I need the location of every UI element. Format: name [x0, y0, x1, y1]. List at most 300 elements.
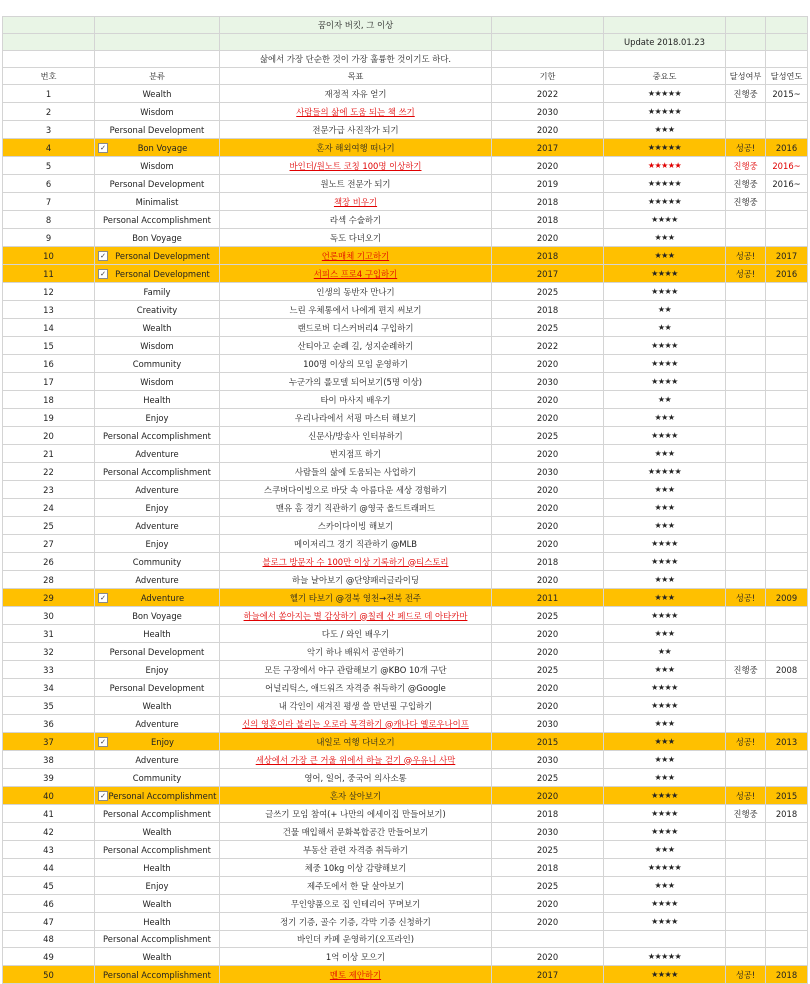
cell-goal[interactable] — [220, 859, 492, 877]
cell-importance[interactable] — [604, 787, 726, 805]
cell-year[interactable] — [766, 499, 808, 517]
cell-category[interactable] — [95, 409, 220, 427]
cell-year[interactable] — [766, 715, 808, 733]
cell-importance[interactable] — [604, 157, 726, 175]
cell-goal[interactable] — [220, 463, 492, 481]
cell-category[interactable] — [95, 553, 220, 571]
cell-year[interactable] — [766, 661, 808, 679]
cell-category[interactable] — [95, 103, 220, 121]
cell-due[interactable] — [492, 499, 604, 517]
cell-goal[interactable] — [220, 805, 492, 823]
cell-no[interactable] — [3, 445, 95, 463]
cell-year[interactable] — [766, 445, 808, 463]
cell-goal[interactable] — [220, 319, 492, 337]
cell-goal[interactable] — [220, 769, 492, 787]
cell-category[interactable] — [95, 661, 220, 679]
cell-status[interactable] — [726, 553, 766, 571]
cell-goal[interactable] — [220, 751, 492, 769]
cell-importance[interactable] — [604, 409, 726, 427]
cell-status[interactable] — [726, 948, 766, 966]
cell-importance[interactable] — [604, 373, 726, 391]
cell-no[interactable] — [3, 211, 95, 229]
cell-year[interactable] — [766, 931, 808, 948]
header-no[interactable]: 번호 — [3, 68, 95, 85]
cell-status[interactable] — [726, 193, 766, 211]
cell-goal[interactable] — [220, 895, 492, 913]
cell-no[interactable] — [3, 571, 95, 589]
cell-due[interactable] — [492, 247, 604, 265]
cell-goal[interactable] — [220, 841, 492, 859]
cell-status[interactable] — [726, 805, 766, 823]
cell-due[interactable] — [492, 481, 604, 499]
cell-no[interactable] — [3, 697, 95, 715]
cell-no[interactable] — [3, 931, 95, 948]
cell-category[interactable] — [95, 607, 220, 625]
cell-importance[interactable] — [604, 355, 726, 373]
cell-year[interactable] — [766, 319, 808, 337]
cell-no[interactable] — [3, 229, 95, 247]
cell-no[interactable] — [3, 895, 95, 913]
cell-category[interactable] — [95, 463, 220, 481]
cell-importance[interactable] — [604, 948, 726, 966]
cell-importance[interactable] — [604, 319, 726, 337]
cell-year[interactable] — [766, 841, 808, 859]
cell-category[interactable] — [95, 373, 220, 391]
cell-due[interactable] — [492, 409, 604, 427]
subtitle-quote[interactable]: 삶에서 가장 단순한 것이 가장 훌륭한 것이기도 하다. — [220, 51, 492, 68]
cell-goal[interactable] — [220, 373, 492, 391]
cell-due[interactable] — [492, 355, 604, 373]
done-checkbox[interactable]: ✓ — [98, 737, 108, 747]
cell-due[interactable] — [492, 805, 604, 823]
cell-no[interactable] — [3, 751, 95, 769]
cell-category[interactable] — [95, 895, 220, 913]
cell-status[interactable] — [726, 625, 766, 643]
cell-no[interactable] — [3, 913, 95, 931]
cell-status[interactable] — [726, 679, 766, 697]
cell-due[interactable] — [492, 733, 604, 751]
cell-importance[interactable] — [604, 337, 726, 355]
cell-importance[interactable] — [604, 571, 726, 589]
cell-category[interactable] — [95, 283, 220, 301]
done-checkbox[interactable]: ✓ — [98, 143, 108, 153]
cell-category[interactable] — [95, 805, 220, 823]
cell-year[interactable] — [766, 625, 808, 643]
cell-status[interactable] — [726, 229, 766, 247]
cell-importance[interactable] — [604, 733, 726, 751]
cell-no[interactable] — [3, 301, 95, 319]
cell-year[interactable] — [766, 337, 808, 355]
cell-status[interactable] — [726, 139, 766, 157]
cell-goal[interactable] — [220, 948, 492, 966]
cell-goal[interactable] — [220, 913, 492, 931]
cell-goal[interactable] — [220, 607, 492, 625]
cell-no[interactable] — [3, 948, 95, 966]
cell-no[interactable] — [3, 283, 95, 301]
cell-status[interactable] — [726, 175, 766, 193]
done-checkbox[interactable]: ✓ — [98, 269, 108, 279]
cell-due[interactable] — [492, 679, 604, 697]
cell-importance[interactable] — [604, 283, 726, 301]
cell-no[interactable] — [3, 607, 95, 625]
cell-goal[interactable] — [220, 301, 492, 319]
cell-category[interactable] — [95, 193, 220, 211]
cell-due[interactable] — [492, 966, 604, 984]
cell-goal[interactable] — [220, 931, 492, 948]
cell-due[interactable] — [492, 625, 604, 643]
cell-no[interactable] — [3, 643, 95, 661]
cell-due[interactable] — [492, 877, 604, 895]
cell-no[interactable] — [3, 877, 95, 895]
cell-status[interactable] — [726, 751, 766, 769]
cell-importance[interactable] — [604, 859, 726, 877]
cell-goal[interactable] — [220, 157, 492, 175]
cell-status[interactable] — [726, 319, 766, 337]
cell-due[interactable] — [492, 283, 604, 301]
cell-due[interactable] — [492, 301, 604, 319]
cell-due[interactable] — [492, 643, 604, 661]
cell-no[interactable] — [3, 463, 95, 481]
cell-due[interactable] — [492, 571, 604, 589]
cell-no[interactable] — [3, 175, 95, 193]
cell-status[interactable] — [726, 445, 766, 463]
cell-category[interactable] — [95, 319, 220, 337]
cell-category[interactable] — [95, 966, 220, 984]
cell-year[interactable] — [766, 211, 808, 229]
cell-category[interactable] — [95, 751, 220, 769]
cell-due[interactable] — [492, 157, 604, 175]
cell-year[interactable] — [766, 966, 808, 984]
cell-no[interactable] — [3, 481, 95, 499]
cell-year[interactable] — [766, 787, 808, 805]
cell-no[interactable] — [3, 733, 95, 751]
cell-category[interactable] — [95, 859, 220, 877]
cell-goal[interactable] — [220, 661, 492, 679]
cell-year[interactable] — [766, 301, 808, 319]
cell-status[interactable] — [726, 463, 766, 481]
cell-year[interactable] — [766, 265, 808, 283]
cell-category[interactable] — [95, 121, 220, 139]
cell-status[interactable] — [726, 877, 766, 895]
cell-year[interactable] — [766, 679, 808, 697]
cell-importance[interactable] — [604, 805, 726, 823]
cell-status[interactable] — [726, 265, 766, 283]
cell-no[interactable] — [3, 121, 95, 139]
cell-status[interactable] — [726, 355, 766, 373]
cell-goal[interactable] — [220, 643, 492, 661]
cell-status[interactable] — [726, 859, 766, 877]
cell-status[interactable] — [726, 121, 766, 139]
cell-importance[interactable] — [604, 445, 726, 463]
cell-importance[interactable] — [604, 895, 726, 913]
cell-no[interactable] — [3, 679, 95, 697]
cell-category[interactable] — [95, 211, 220, 229]
cell-year[interactable] — [766, 589, 808, 607]
cell-year[interactable] — [766, 427, 808, 445]
cell-importance[interactable] — [604, 877, 726, 895]
cell-category[interactable] — [95, 787, 220, 805]
cell-year[interactable] — [766, 535, 808, 553]
cell-status[interactable] — [726, 391, 766, 409]
cell-status[interactable] — [726, 589, 766, 607]
cell-due[interactable] — [492, 463, 604, 481]
cell-category[interactable] — [95, 948, 220, 966]
cell-category[interactable] — [95, 697, 220, 715]
cell-category[interactable] — [95, 265, 220, 283]
cell-category[interactable] — [95, 517, 220, 535]
cell-goal[interactable] — [220, 966, 492, 984]
cell-due[interactable] — [492, 751, 604, 769]
cell-importance[interactable] — [604, 607, 726, 625]
cell-due[interactable] — [492, 769, 604, 787]
cell-goal[interactable] — [220, 103, 492, 121]
done-checkbox[interactable]: ✓ — [98, 251, 108, 261]
cell-year[interactable] — [766, 913, 808, 931]
cell-year[interactable] — [766, 139, 808, 157]
cell-status[interactable] — [726, 301, 766, 319]
cell-importance[interactable] — [604, 679, 726, 697]
cell-importance[interactable] — [604, 499, 726, 517]
cell-year[interactable] — [766, 391, 808, 409]
cell-category[interactable] — [95, 589, 220, 607]
cell-year[interactable] — [766, 948, 808, 966]
cell-category[interactable] — [95, 733, 220, 751]
cell-no[interactable] — [3, 823, 95, 841]
cell-importance[interactable] — [604, 481, 726, 499]
cell-status[interactable] — [726, 409, 766, 427]
header-year[interactable]: 달성연도 — [766, 68, 808, 85]
cell-goal[interactable] — [220, 337, 492, 355]
cell-category[interactable] — [95, 355, 220, 373]
header-due[interactable]: 기한 — [492, 68, 604, 85]
cell-importance[interactable] — [604, 211, 726, 229]
cell-importance[interactable] — [604, 103, 726, 121]
cell-status[interactable] — [726, 157, 766, 175]
cell-goal[interactable] — [220, 571, 492, 589]
cell-goal[interactable] — [220, 589, 492, 607]
cell-year[interactable] — [766, 607, 808, 625]
cell-goal[interactable] — [220, 283, 492, 301]
cell-due[interactable] — [492, 373, 604, 391]
cell-importance[interactable] — [604, 697, 726, 715]
cell-no[interactable] — [3, 355, 95, 373]
cell-due[interactable] — [492, 895, 604, 913]
cell-status[interactable] — [726, 517, 766, 535]
cell-no[interactable] — [3, 247, 95, 265]
cell-status[interactable] — [726, 769, 766, 787]
cell-status[interactable] — [726, 247, 766, 265]
cell-no[interactable] — [3, 193, 95, 211]
cell-due[interactable] — [492, 931, 604, 948]
cell-year[interactable] — [766, 283, 808, 301]
cell-due[interactable] — [492, 787, 604, 805]
cell-importance[interactable] — [604, 517, 726, 535]
cell-no[interactable] — [3, 157, 95, 175]
cell-year[interactable] — [766, 247, 808, 265]
cell-due[interactable] — [492, 229, 604, 247]
cell-goal[interactable] — [220, 121, 492, 139]
cell-category[interactable] — [95, 85, 220, 103]
cell-due[interactable] — [492, 715, 604, 733]
cell-no[interactable] — [3, 499, 95, 517]
cell-category[interactable] — [95, 427, 220, 445]
cell-category[interactable] — [95, 229, 220, 247]
cell-status[interactable] — [726, 211, 766, 229]
cell-due[interactable] — [492, 589, 604, 607]
cell-due[interactable] — [492, 265, 604, 283]
cell-status[interactable] — [726, 913, 766, 931]
cell-due[interactable] — [492, 697, 604, 715]
cell-goal[interactable] — [220, 679, 492, 697]
cell-no[interactable] — [3, 427, 95, 445]
cell-year[interactable] — [766, 571, 808, 589]
cell-no[interactable] — [3, 841, 95, 859]
cell-year[interactable] — [766, 103, 808, 121]
cell-no[interactable] — [3, 661, 95, 679]
cell-importance[interactable] — [604, 139, 726, 157]
cell-category[interactable] — [95, 769, 220, 787]
cell-year[interactable] — [766, 769, 808, 787]
cell-status[interactable] — [726, 715, 766, 733]
cell-goal[interactable] — [220, 499, 492, 517]
cell-status[interactable] — [726, 931, 766, 948]
cell-category[interactable] — [95, 175, 220, 193]
cell-goal[interactable] — [220, 697, 492, 715]
cell-year[interactable] — [766, 193, 808, 211]
cell-goal[interactable] — [220, 877, 492, 895]
cell-due[interactable] — [492, 427, 604, 445]
cell-category[interactable] — [95, 823, 220, 841]
cell-importance[interactable] — [604, 769, 726, 787]
cell-status[interactable] — [726, 841, 766, 859]
cell-goal[interactable] — [220, 409, 492, 427]
cell-goal[interactable] — [220, 193, 492, 211]
cell-no[interactable] — [3, 535, 95, 553]
cell-category[interactable] — [95, 679, 220, 697]
cell-year[interactable] — [766, 643, 808, 661]
cell-category[interactable] — [95, 841, 220, 859]
cell-category[interactable] — [95, 139, 220, 157]
cell-year[interactable] — [766, 175, 808, 193]
cell-category[interactable] — [95, 247, 220, 265]
cell-due[interactable] — [492, 841, 604, 859]
header-importance[interactable]: 중요도 — [604, 68, 726, 85]
cell-year[interactable] — [766, 85, 808, 103]
cell-year[interactable] — [766, 121, 808, 139]
sheet-title[interactable]: 꿈이자 버킷, 그 이상 — [220, 17, 492, 34]
cell-goal[interactable] — [220, 85, 492, 103]
cell-importance[interactable] — [604, 463, 726, 481]
header-status[interactable]: 달성여부 — [726, 68, 766, 85]
cell-category[interactable] — [95, 535, 220, 553]
cell-category[interactable] — [95, 157, 220, 175]
cell-importance[interactable] — [604, 229, 726, 247]
cell-status[interactable] — [726, 427, 766, 445]
cell-status[interactable] — [726, 571, 766, 589]
cell-goal[interactable] — [220, 517, 492, 535]
cell-goal[interactable] — [220, 427, 492, 445]
done-checkbox[interactable]: ✓ — [98, 791, 108, 801]
cell-category[interactable] — [95, 931, 220, 948]
cell-year[interactable] — [766, 697, 808, 715]
cell-importance[interactable] — [604, 391, 726, 409]
cell-year[interactable] — [766, 229, 808, 247]
cell-no[interactable] — [3, 391, 95, 409]
cell-goal[interactable] — [220, 355, 492, 373]
cell-no[interactable] — [3, 625, 95, 643]
cell-importance[interactable] — [604, 966, 726, 984]
cell-category[interactable] — [95, 571, 220, 589]
cell-importance[interactable] — [604, 841, 726, 859]
cell-due[interactable] — [492, 553, 604, 571]
cell-year[interactable] — [766, 895, 808, 913]
cell-due[interactable] — [492, 193, 604, 211]
cell-due[interactable] — [492, 823, 604, 841]
cell-due[interactable] — [492, 913, 604, 931]
cell-due[interactable] — [492, 139, 604, 157]
cell-no[interactable] — [3, 553, 95, 571]
update-date[interactable]: Update 2018.01.23 — [604, 34, 726, 51]
cell-goal[interactable] — [220, 787, 492, 805]
cell-goal[interactable] — [220, 247, 492, 265]
cell-due[interactable] — [492, 337, 604, 355]
cell-goal[interactable] — [220, 535, 492, 553]
cell-due[interactable] — [492, 211, 604, 229]
cell-category[interactable] — [95, 301, 220, 319]
cell-goal[interactable] — [220, 715, 492, 733]
cell-status[interactable] — [726, 85, 766, 103]
cell-due[interactable] — [492, 661, 604, 679]
cell-no[interactable] — [3, 769, 95, 787]
cell-goal[interactable] — [220, 481, 492, 499]
cell-no[interactable] — [3, 373, 95, 391]
cell-importance[interactable] — [604, 643, 726, 661]
cell-category[interactable] — [95, 337, 220, 355]
header-goal[interactable]: 목표 — [220, 68, 492, 85]
cell-importance[interactable] — [604, 625, 726, 643]
cell-no[interactable] — [3, 966, 95, 984]
cell-status[interactable] — [726, 283, 766, 301]
cell-year[interactable] — [766, 751, 808, 769]
cell-status[interactable] — [726, 787, 766, 805]
cell-year[interactable] — [766, 373, 808, 391]
cell-status[interactable] — [726, 337, 766, 355]
cell-importance[interactable] — [604, 589, 726, 607]
cell-goal[interactable] — [220, 445, 492, 463]
cell-due[interactable] — [492, 175, 604, 193]
cell-status[interactable] — [726, 499, 766, 517]
cell-goal[interactable] — [220, 211, 492, 229]
cell-goal[interactable] — [220, 229, 492, 247]
cell-no[interactable] — [3, 103, 95, 121]
cell-status[interactable] — [726, 643, 766, 661]
cell-importance[interactable] — [604, 535, 726, 553]
cell-importance[interactable] — [604, 265, 726, 283]
cell-category[interactable] — [95, 643, 220, 661]
cell-category[interactable] — [95, 481, 220, 499]
cell-due[interactable] — [492, 517, 604, 535]
cell-due[interactable] — [492, 948, 604, 966]
cell-importance[interactable] — [604, 427, 726, 445]
cell-status[interactable] — [726, 535, 766, 553]
cell-importance[interactable] — [604, 193, 726, 211]
cell-no[interactable] — [3, 517, 95, 535]
cell-status[interactable] — [726, 895, 766, 913]
cell-category[interactable] — [95, 391, 220, 409]
cell-due[interactable] — [492, 859, 604, 877]
cell-category[interactable] — [95, 877, 220, 895]
cell-status[interactable] — [726, 697, 766, 715]
